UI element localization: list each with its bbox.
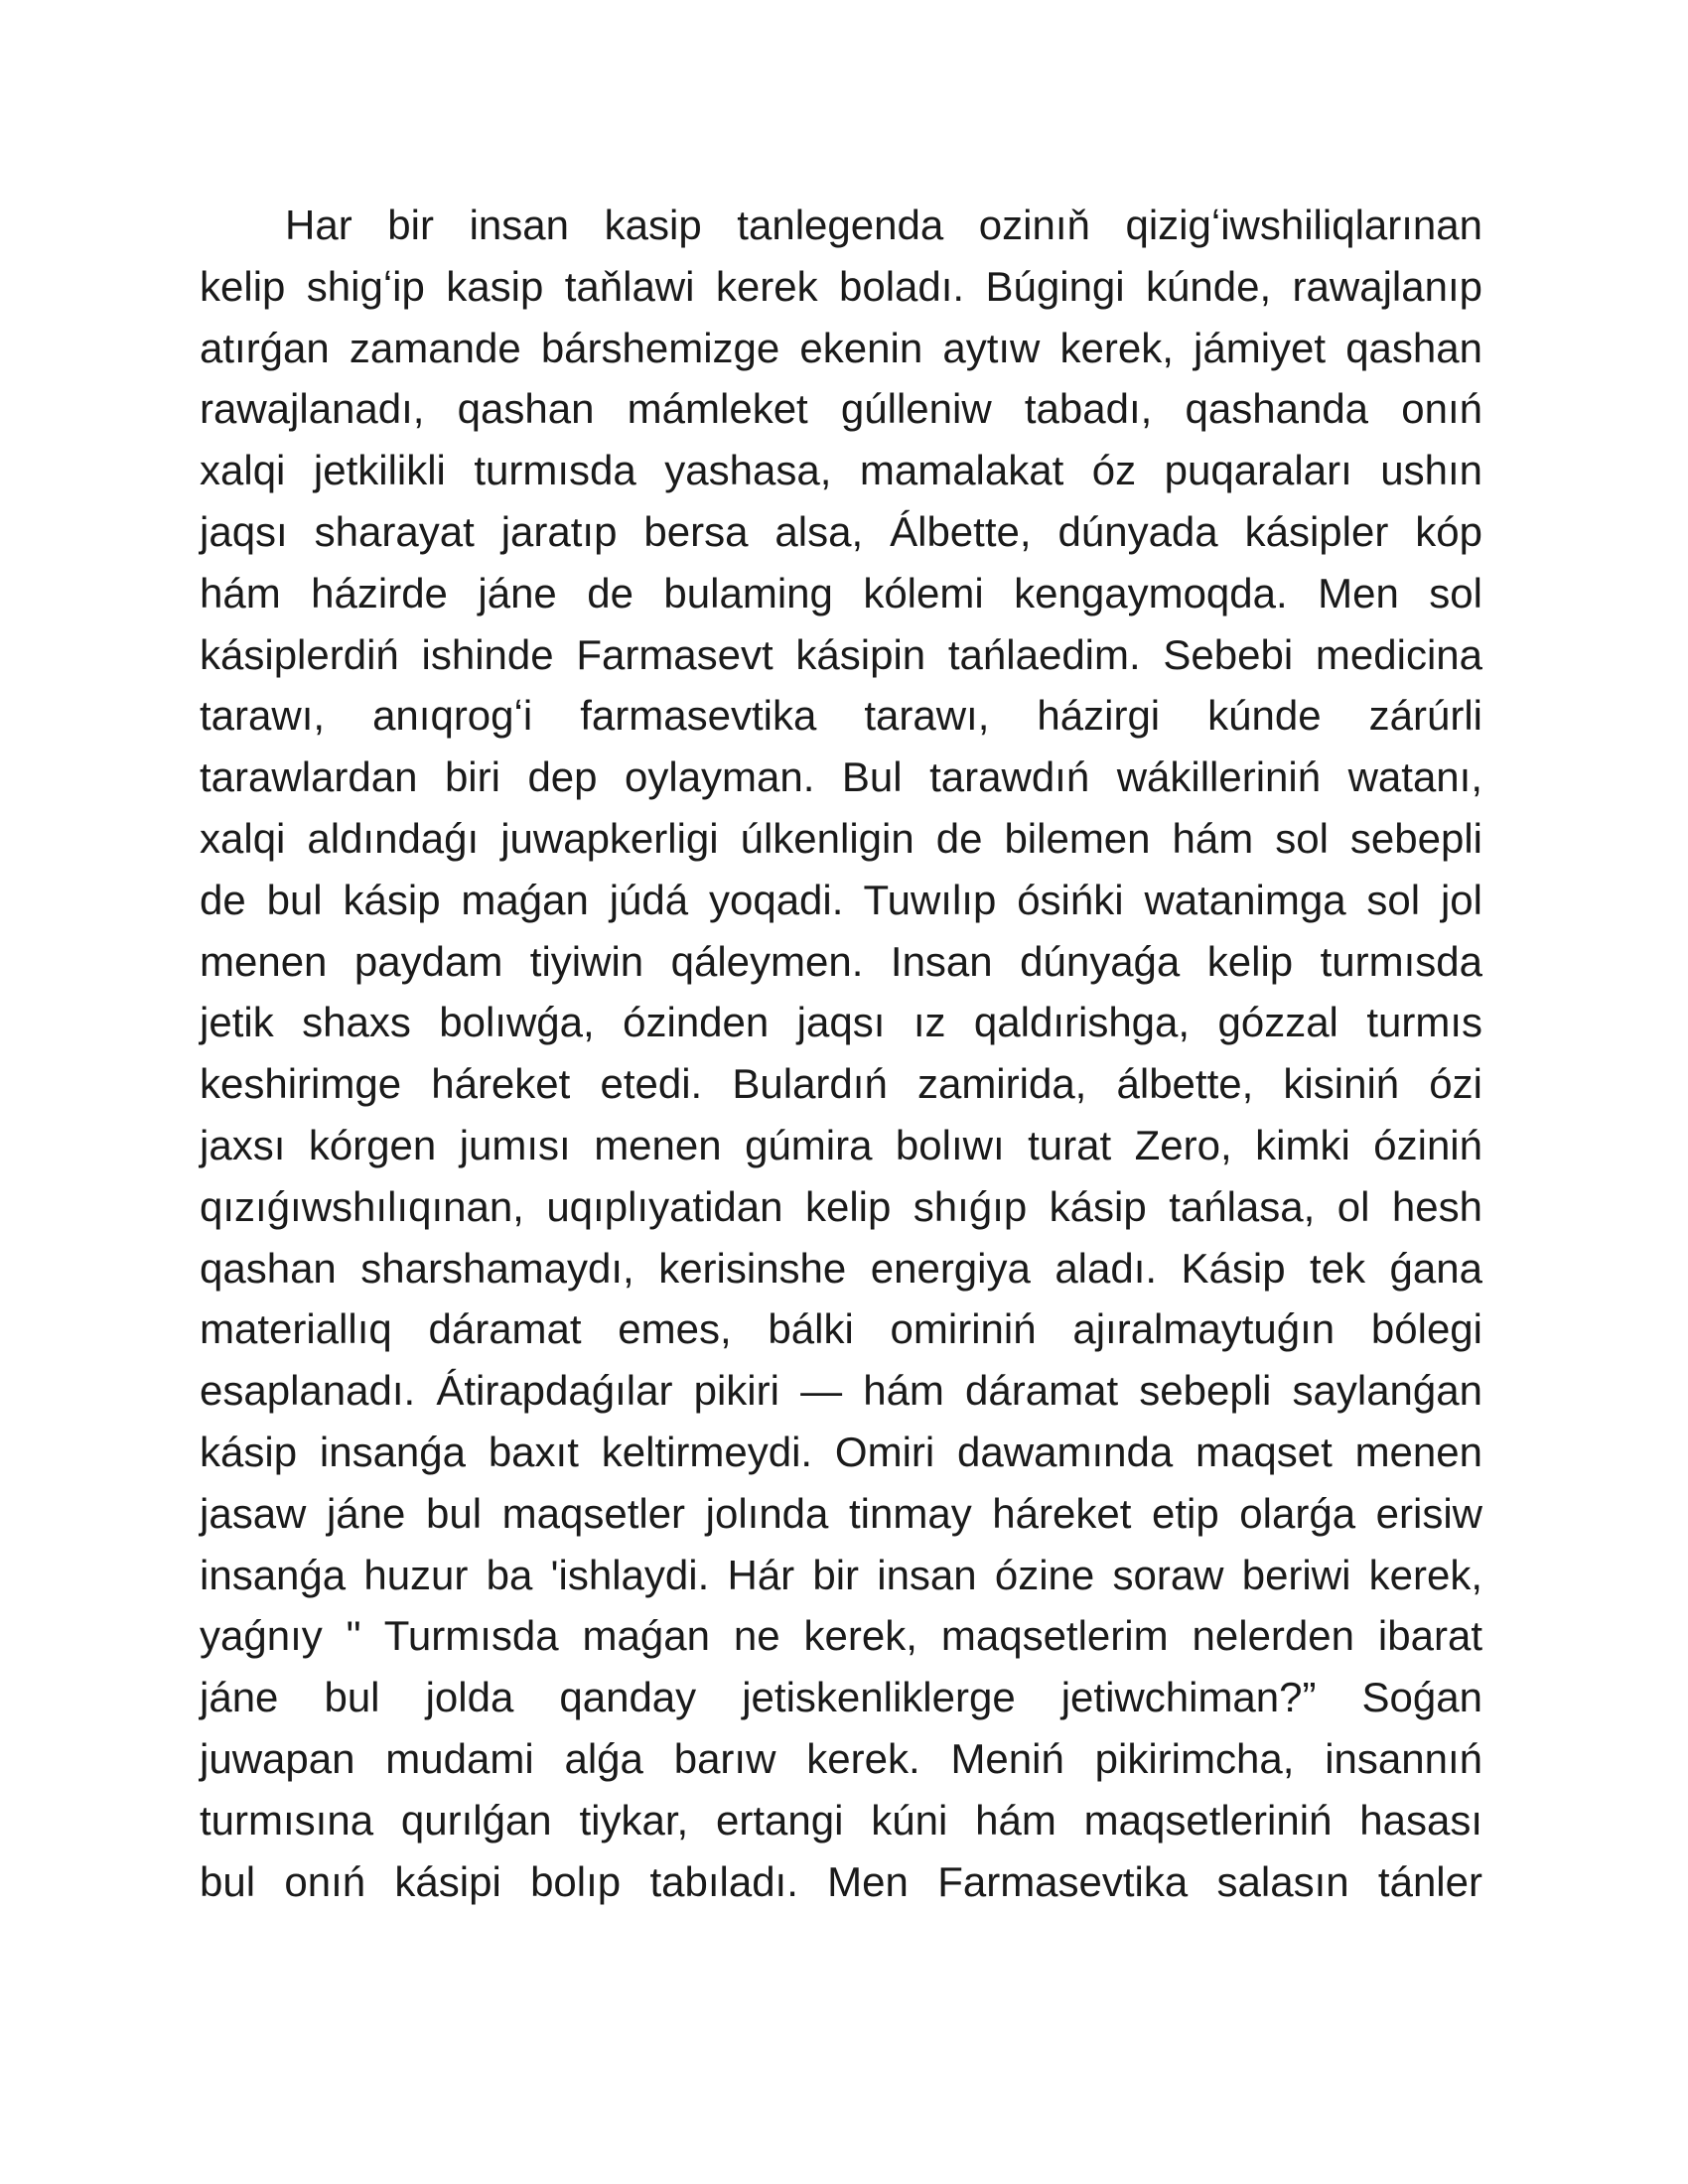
paragraph-line: Har bir insan kasip tanlegenda ozinıň qizigʻiwshiliqlarınan [285, 202, 1482, 248]
paragraph-line: kásip insanǵa baxıt keltirmeydi. Omiri dawamında maqset menen [200, 1428, 1482, 1475]
paragraph-line: juwapan mudami alǵa barıw kerek. Meniń pikirimcha, insannıń [200, 1734, 1482, 1782]
paragraph-line: xalqi aldındaǵı juwapkerligi úlkenligin de bilemen hám sol sebepli [200, 814, 1482, 862]
paragraph-line: menen paydam tiyiwin qáleymen. Insan dúnyaǵa kelip turmısda [200, 937, 1482, 985]
paragraph-line: rawajlanadı, qashan mámleket gúlleniw tabadı, qashanda onıń [200, 385, 1482, 433]
paragraph-line: materiallıq dáramat emes, bálki omiriniń ajıralmaytuǵın bólegi [200, 1305, 1482, 1353]
paragraph-line: de bul kásip maǵan júdá yoqadi. Tuwılıp ósińki watanimga sol jol [200, 876, 1482, 923]
paragraph-line: xalqi jetkilikli turmısda yashasa, mamalakat óz puqaraları ushın [200, 447, 1482, 494]
paragraph-line: jaqsı sharayat jaratıp bersa alsa, Álbette, dúnyada kásipler kóp [200, 507, 1482, 555]
paragraph-line: bul onıń kásipi bolıp tabıladı. Men Farmasevtika salasın tánler [200, 1857, 1482, 1905]
paragraph-line: jáne bul jolda qanday jetiskenliklerge jetiwchiman?” Soǵan [200, 1674, 1482, 1721]
paragraph-line: keshirimge háreket etedi. Bulardıń zamirida, álbette, kisiniń ózi [200, 1060, 1482, 1108]
paragraph-line: turmısına qurılǵan tiykar, ertangi kúni hám maqsetleriniń hasası [200, 1796, 1482, 1843]
paragraph-line: kelip shigʻip kasip taňlawi kerek boladı. Búgingi kúnde, rawajlanıp [200, 262, 1482, 310]
paragraph-line: esaplanadı. Átirapdaǵılar pikiri — hám dáramat sebepli saylanǵan [200, 1367, 1482, 1415]
paragraph-line: kásiplerdiń ishinde Farmasevt kásipin tańlaedim. Sebebi medicina [200, 630, 1482, 678]
paragraph-line: tarawı, anıqrogʻi farmasevtika tarawı, házirgi kúnde zárúrli [200, 692, 1482, 740]
paragraph-line: qızıǵıwshılıqınan, uqıplıyatidan kelip shıǵıp kásip tańlasa, ol hesh [200, 1182, 1482, 1230]
paragraph-line: yaǵnıy " Turmısda maǵan ne kerek, maqsetlerim nelerden ibarat [200, 1612, 1482, 1660]
paragraph-line: hám házirde jáne de bulaming kólemi kengaymoqda. Men sol [200, 569, 1482, 616]
paragraph-line: jasaw jáne bul maqsetler jolında tinmay háreket etip olarǵa erisiw [200, 1489, 1482, 1537]
paragraph-line: jetik shaxs bolıwǵa, ózinden jaqsı ız qaldırishga, gózzal turmıs [200, 999, 1482, 1046]
paragraph-line: jaxsı kórgen jumısı menen gúmira bolıwı turat Zero, kimki óziniń [200, 1121, 1482, 1168]
paragraph-line: insanǵa huzur ba 'ishlaydi. Hár bir insan ózine soraw beriwi kerek, [200, 1551, 1482, 1598]
paragraph-line: qashan sharshamaydı, kerisinshe energiya aladı. Kásip tek ǵana [200, 1244, 1482, 1292]
essay-paragraph [200, 195, 1482, 1912]
paragraph-line: atırǵan zamande bárshemizge ekenin aytıw kerek, jámiyet qashan [200, 324, 1482, 371]
paragraph-line: tarawlardan biri dep oylayman. Bul tarawdıń wákilleriniń watanı, [200, 753, 1482, 801]
